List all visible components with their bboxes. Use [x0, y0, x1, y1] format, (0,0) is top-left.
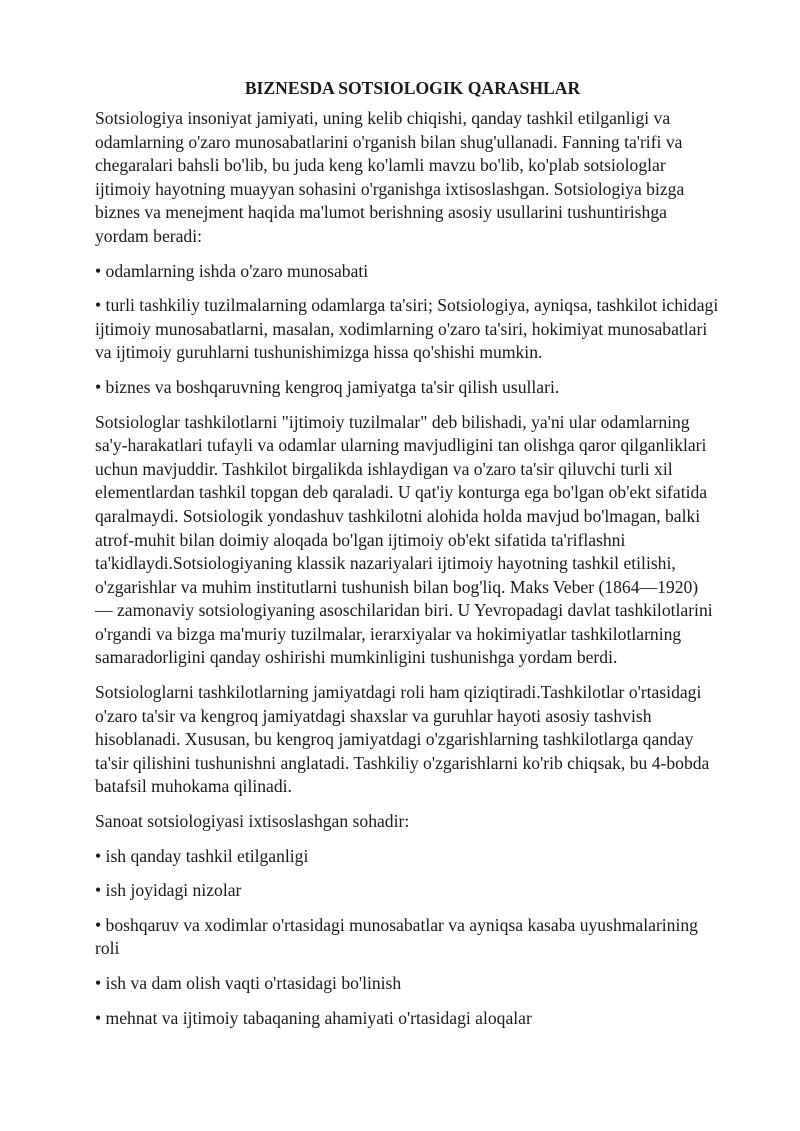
- bullet-item: • boshqaruv va xodimlar o'rtasidagi munosabatlar va ayniqsa kasaba uyushmalarining roli: [95, 914, 698, 959]
- bullet-item: • mehnat va ijtimoiy tabaqaning ahamiyati o'rtasidagi aloqalar: [95, 1007, 532, 1028]
- document-title: BIZNESDA SOTSIOLOGIK QARASHLAR: [244, 78, 581, 98]
- bullet-item: • odamlarning ishda o'zaro munosabati: [95, 260, 369, 281]
- intro-paragraph: Sotsiologiya insoniyat jamiyati, uning kelib chiqishi, qanday tashkil etilganligi va odamlarning o'zaro munosabatlarini o'rganish bilan shug'ullanadi. Fanning ta'rifi va chegaralari bahsli bo'lib, bu juda keng ko'lamli mavzu bo'lib, ko'plab sotsiologlar ijtimoiy hayotning muayyan sohasini o'rganishga ixtisoslashgan. Sotsiologiya bizga biznes va menejment haqida ma'lumot berishning asosiy usullarini tushuntirishga yordam beradi:: [95, 108, 685, 246]
- bullet-item: • turli tashkiliy tuzilmalarning odamlarga ta'siri; Sotsiologiya, ayniqsa, tashkilot ichidagi ijtimoiy munosabatlarni, masalan, xodimlarning o'zaro ta'siri, hokimiyat munosabatlari va ijtimoiy guruhlarni tushunishimizga hissa qo'shishi mumkin.: [95, 295, 719, 363]
- bullet-item: • ish joyidagi nizolar: [95, 880, 242, 901]
- body-paragraph: Sotsiologlar tashkilotlarni "ijtimoiy tuzilmalar" deb bilishadi, ya'ni ular odamlarning sa'y-harakatlari tufayli va odamlar ularning mavjudligini tan olishga qaror qilganliklari uchun mavjuddir. Tashkilot birgalikda ishlaydigan va o'zaro ta'sir qiluvchi turli xil elementlardan tashkil topgan deb qaraladi. U qat'iy konturga ega bo'lgan ob'ekt sifatida qaralmaydi. Sotsiologik yondashuv tashkilotni alohida holda mavjud bo'lmagan, balki atrof-muhit bilan doimiy aloqada bo'lgan ijtimoiy ob'ekt sifatida ta'riflashni ta'kidlaydi.Sotsiologiyaning klassik nazariyalari ijtimoiy hayotning tashkil etilishi, o'zgarishlar va muhim institutlarni tushunish bilan bog'liq. Maks Veber (1864—1920) — zamonaviy sotsiologiyaning asoschilaridan biri. U Yevropadagi davlat tashkilotlarini o'rgandi va bizga ma'muriy tuzilmalar, ierarxiyalar va hokimiyatlar tashkilotlarning samaradorligini qanday oshirishi mumkinligini tushunishga yordam berdi.: [95, 411, 713, 668]
- body-paragraph: Sotsiologlarni tashkilotlarning jamiyatdagi roli ham qiziqtiradi.Tashkilotlar o'rtasidagi o'zaro ta'sir va kengroq jamiyatdagi shaxslar va guruhlar hayoti asosiy tashvish hisoblanadi. Xususan, bu kengroq jamiyatdagi o'zgarishlarning tashkilotlarga qanday ta'sir qilishini tushunishni anglatadi. Tashkiliy o'zgarishlarni ko'rib chiqsak, bu 4-bobda batafsil muhokama qilinadi.: [95, 682, 710, 797]
- bullet-item: • biznes va boshqaruvning kengroq jamiyatga ta'sir qilish usullari.: [95, 376, 560, 397]
- document-body: [95, 76, 720, 1041]
- bullet-item: • ish va dam olish vaqti o'rtasidagi bo'linish: [95, 973, 402, 993]
- bullet-item: • ish qanday tashkil etilganligi: [95, 845, 309, 866]
- section-lead: Sanoat sotsiologiyasi ixtisoslashgan sohadir:: [95, 811, 410, 832]
